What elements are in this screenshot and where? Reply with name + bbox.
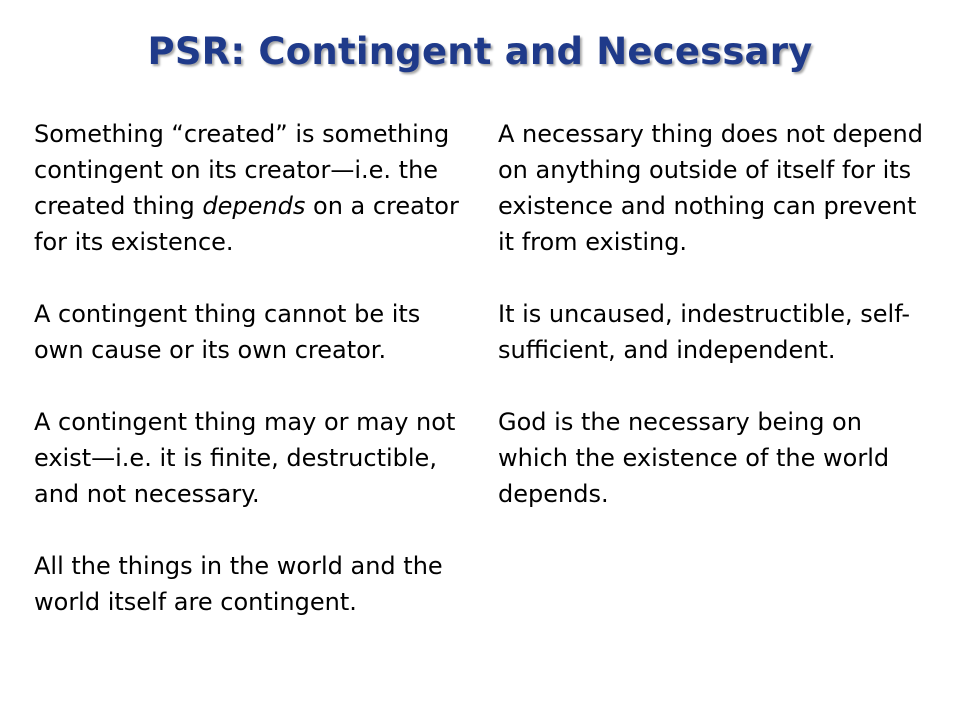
left-paragraph-1-text-b: on a creator for its existence. (34, 192, 459, 256)
left-paragraph-4: All the things in the world and the world itself are contingent. (34, 552, 443, 616)
left-paragraph-3: A contingent thing may or may not exist—i.e. it is finite, destructible, and not necessary. (34, 408, 456, 508)
left-paragraph-2: A contingent thing cannot be its own cause or its own creator. (34, 300, 421, 364)
right-paragraph-2: It is uncaused, indestructible, self-sufficient, and independent. (498, 300, 911, 364)
right-column (498, 116, 934, 512)
left-paragraph-1 (34, 116, 459, 260)
left-paragraph-1-text-a: Something “created” is something contingent on its creator—i.e. the created thing (34, 120, 450, 220)
right-paragraph-1: A necessary thing does not depend on anything outside of itself for its existence and nothing can prevent it from existing. (498, 120, 923, 256)
slide-title: PSR: Contingent and Necessary (147, 30, 813, 73)
right-paragraph-3: God is the necessary being on which the existence of the world depends. (498, 408, 890, 508)
left-column (34, 116, 459, 620)
left-paragraph-1-emphasis: depends (202, 192, 306, 220)
